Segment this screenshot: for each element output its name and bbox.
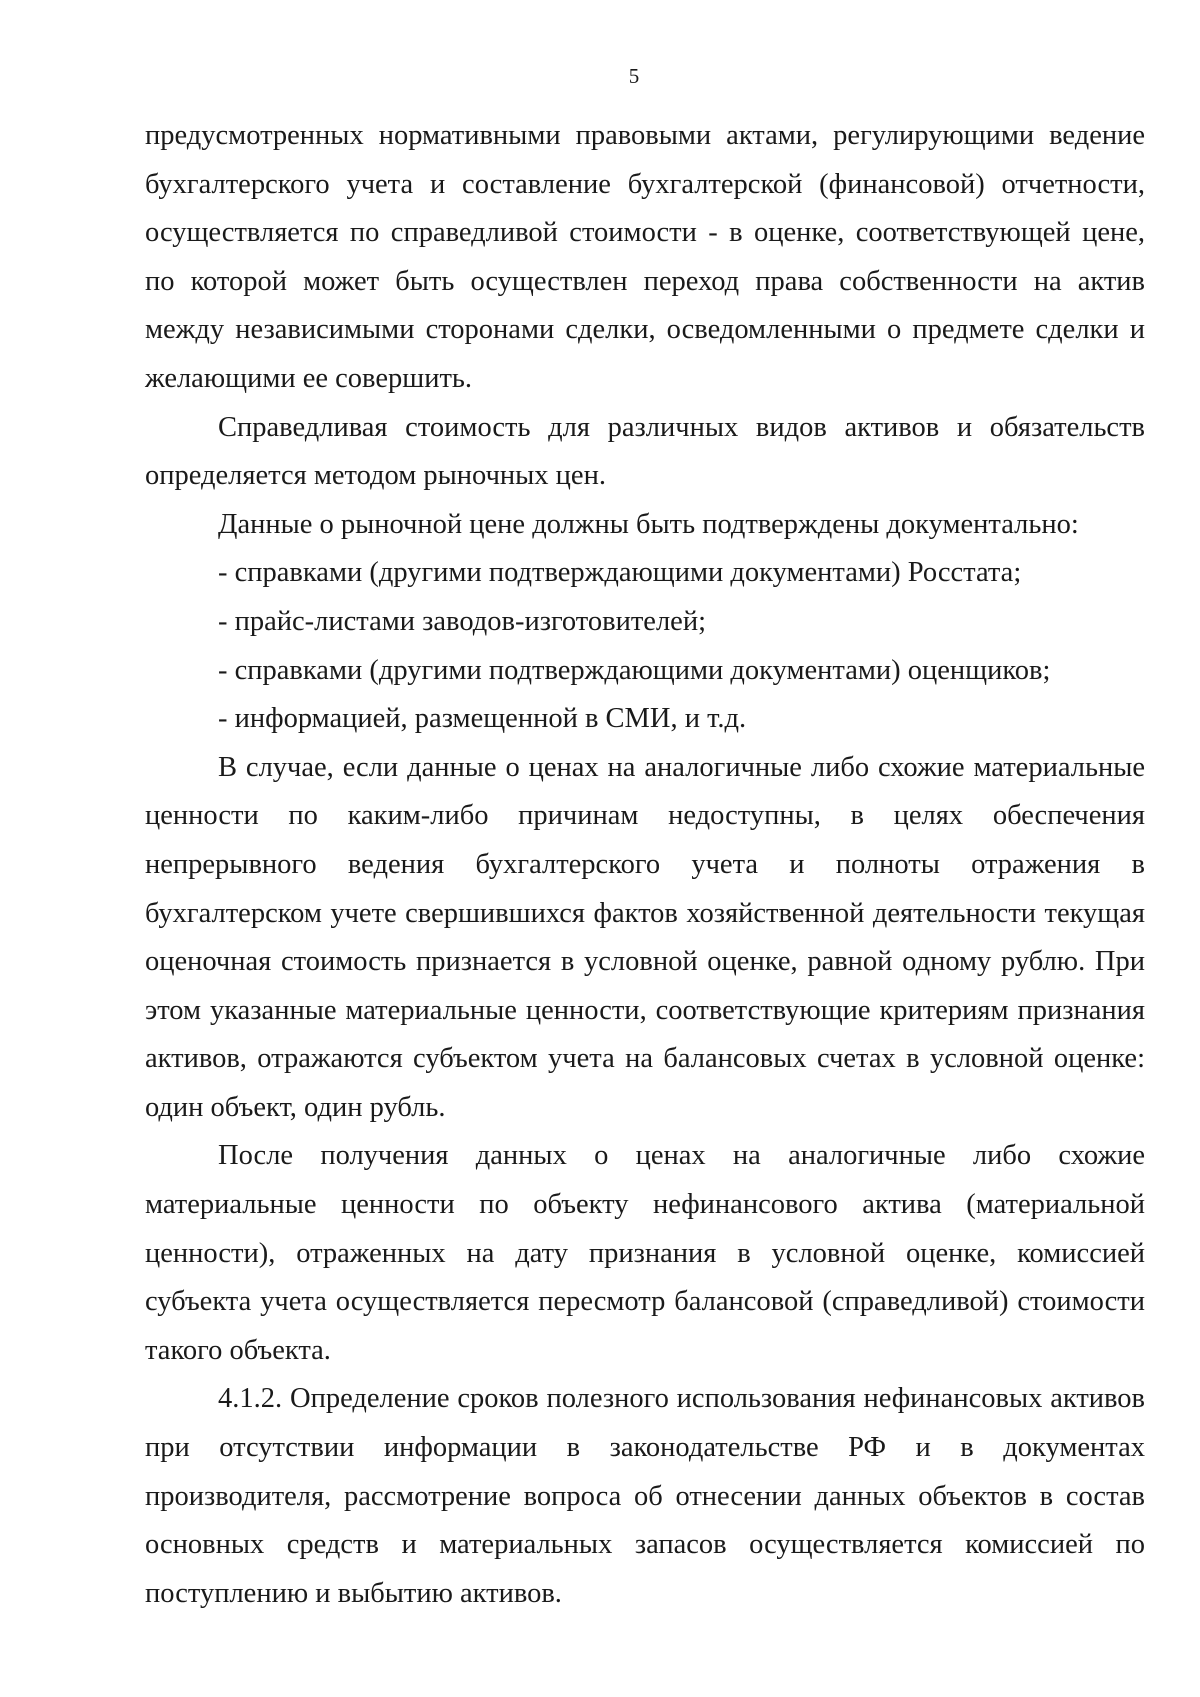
list-item-media: - информацией, размещенной в СМИ, и т.д. <box>218 703 747 735</box>
list-item-appraisers: - справками (другими подтверждающими документами) оценщиков; <box>218 654 1051 686</box>
list-item-rosstat: - справками (другими подтверждающими документами) Росстата; <box>218 557 1022 589</box>
page-number: 5 <box>628 64 640 88</box>
paragraph-fair-value-method: Справедливая стоимость для различных видов активов и обязательств определяется методом рыночных цен. <box>145 411 1145 492</box>
paragraph-market-price-evidence: Данные о рыночной цене должны быть подтверждены документально: <box>218 508 1079 540</box>
paragraph-fair-value-continuation: предусмотренных нормативными правовыми актами, регулирующими ведение бухгалтерского учета и составление бухгалтерской (финансовой) отчетности, осуществляется по справедливой стоимости - в оценке, соответствующей цене, по которой может быть осуществлен переход права собственности на актив между независимыми сторонами сделки, осведомленными о предмете сделки и желающими ее совершить. <box>145 120 1145 394</box>
paragraph-conditional-valuation: В случае, если данные о ценах на аналогичные либо схожие материальные ценности по каким-либо причинам недоступны, в целях обеспечения непрерывного ведения бухгалтерского учета и полноты отражения в бухгалтерском учете свершившихся фактов хозяйственной деятельности текущая оценочная стоимость признается в условной оценке, равной одному рублю. При этом указанные материальные ценности, соответствующие критериям признания активов, отражаются субъектом учета на балансовых счетах в условной оценке: один объект, один рубль. <box>145 751 1145 1123</box>
paragraph-revaluation: После получения данных о ценах на аналогичные либо схожие материальные ценности по объекту нефинансового актива (материальной ценности), отраженных на дату признания в условной оценке, комиссией субъекта учета осуществляется пересмотр балансовой (справедливой) стоимости такого объекта. <box>145 1140 1145 1366</box>
paragraph-section-4-1-2: 4.1.2. Определение сроков полезного использования нефинансовых активов при отсутствии информации в законодательстве РФ и в документах производителя, рассмотрение вопроса об отнесении данных объектов в состав основных средств и материальных запасов осуществляется комиссией по поступлению и выбытию активов. <box>145 1383 1145 1609</box>
list-item-price-lists: - прайс-листами заводов-изготовителей; <box>218 605 706 637</box>
document-body <box>145 112 1145 1618</box>
